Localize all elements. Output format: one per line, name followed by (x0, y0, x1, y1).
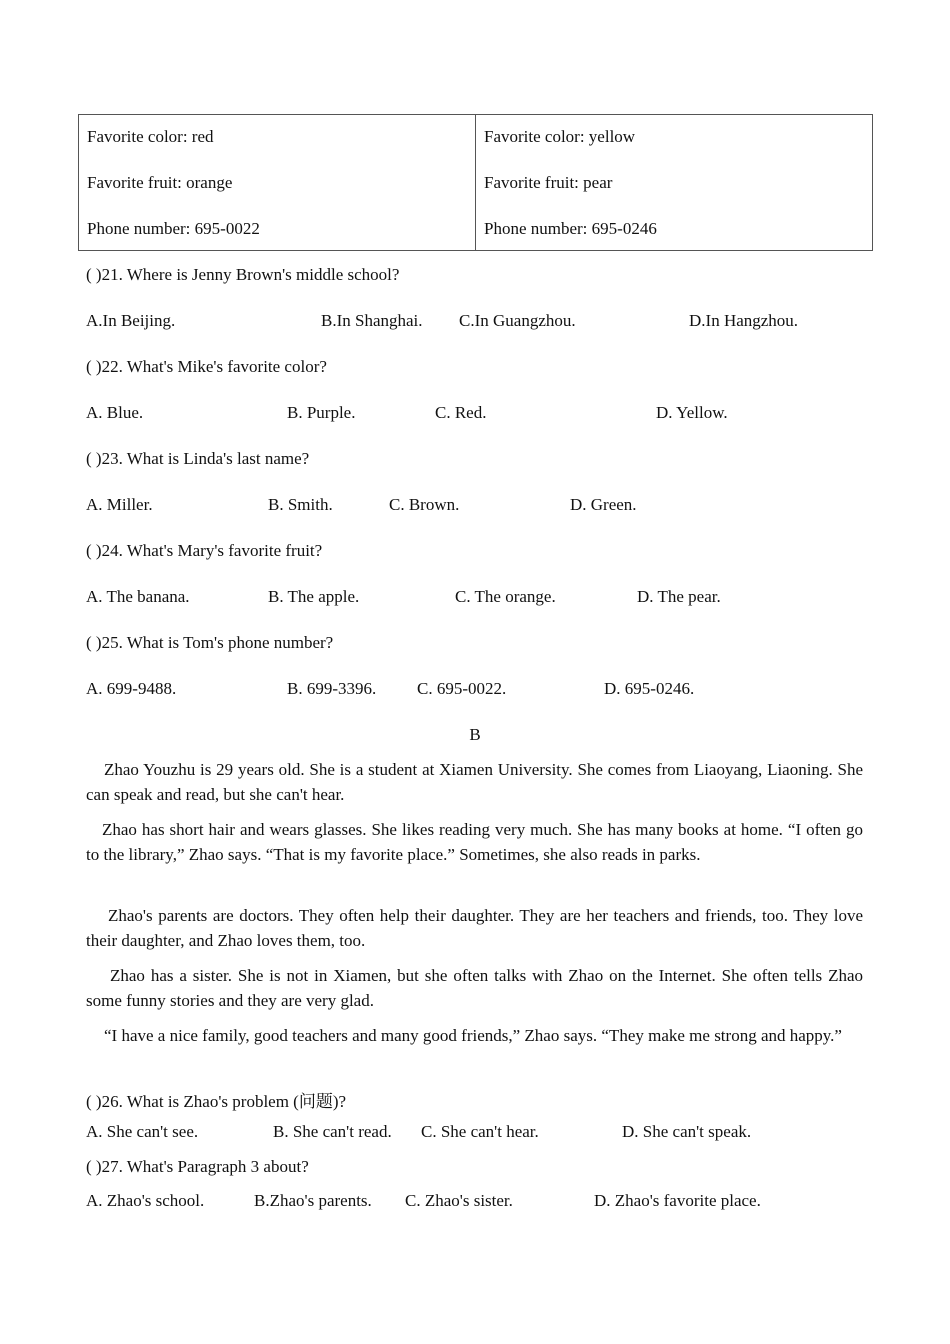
left-favorite-fruit: Favorite fruit: orange (87, 173, 233, 192)
right-phone-number: Phone number: 695-0246 (484, 219, 657, 238)
option-d: D. Zhao's favorite place. (594, 1191, 761, 1210)
option-b: B. The apple. (268, 587, 360, 606)
question-stem: ( )24. What's Mary's favorite fruit? (86, 541, 323, 560)
option-a: A. She can't see. (86, 1122, 199, 1141)
passage-paragraph: Zhao's parents are doctors. They often help their daughter. They are her teachers and friends, too. They love their daughter, and Zhao loves them, too. (86, 906, 863, 950)
passage-paragraph: Zhao has a sister. She is not in Xiamen, but she often talks with Zhao on the Internet. She often tells Zhao some funny stories and they are very glad. (86, 966, 863, 1010)
info-column-right (475, 115, 872, 250)
option-d: D. She can't speak. (622, 1122, 752, 1141)
right-favorite-fruit: Favorite fruit: pear (484, 173, 613, 192)
question-stem: ( )25. What is Tom's phone number? (86, 633, 334, 652)
option-d: D. 695-0246. (604, 679, 695, 698)
option-b: B. Smith. (268, 495, 333, 514)
question-stem: ( )23. What is Linda's last name? (86, 449, 310, 468)
option-c: C. 695-0022. (417, 679, 507, 698)
option-d: D. The pear. (637, 587, 721, 606)
option-b: B. 699-3396. (287, 679, 377, 698)
question-stem: ( )22. What's Mike's favorite color? (86, 357, 327, 376)
option-b: B.In Shanghai. (321, 311, 423, 330)
question-stem: ( )21. Where is Jenny Brown's middle school? (86, 265, 400, 284)
left-favorite-color: Favorite color: red (87, 127, 214, 146)
left-phone-number: Phone number: 695-0022 (87, 219, 260, 238)
info-column-left (79, 115, 475, 250)
option-d: D. Green. (570, 495, 637, 514)
passage-paragraph: “I have a nice family, good teachers and many good friends,” Zhao says. “They make me strong and happy.” (104, 1026, 842, 1045)
option-a: A. Zhao's school. (86, 1191, 205, 1210)
info-table (78, 114, 873, 251)
option-d: D.In Hangzhou. (689, 311, 799, 330)
passage-paragraph: Zhao has short hair and wears glasses. She likes reading very much. She has many books at home. “I often go to the library,” Zhao says. “That is my favorite place.” Sometimes, she also reads in parks. (86, 820, 863, 864)
option-c: C.In Guangzhou. (459, 311, 576, 330)
option-a: A. Miller. (86, 495, 153, 514)
section-heading: B (469, 725, 481, 744)
option-b: B. Purple. (287, 403, 356, 422)
passage-paragraph: Zhao Youzhu is 29 years old. She is a student at Xiamen University. She comes from Liaoyang, Liaoning. She can speak and read, but she can't hear. (86, 760, 863, 804)
question-stem: ( )27. What's Paragraph 3 about? (86, 1157, 309, 1176)
option-a: A. 699-9488. (86, 679, 177, 698)
option-a: A. Blue. (86, 403, 144, 422)
question-stem: ( )26. What is Zhao's problem (问题)? (86, 1092, 347, 1111)
option-c: C. The orange. (455, 587, 556, 606)
option-b: B. She can't read. (273, 1122, 392, 1141)
option-c: C. She can't hear. (421, 1122, 539, 1141)
option-a: A.In Beijing. (86, 311, 176, 330)
right-favorite-color: Favorite color: yellow (484, 127, 636, 146)
option-c: C. Red. (435, 403, 487, 422)
option-c: C. Zhao's sister. (405, 1191, 513, 1210)
option-b: B.Zhao's parents. (254, 1191, 372, 1210)
option-d: D. Yellow. (656, 403, 728, 422)
option-c: C. Brown. (389, 495, 460, 514)
option-a: A. The banana. (86, 587, 190, 606)
